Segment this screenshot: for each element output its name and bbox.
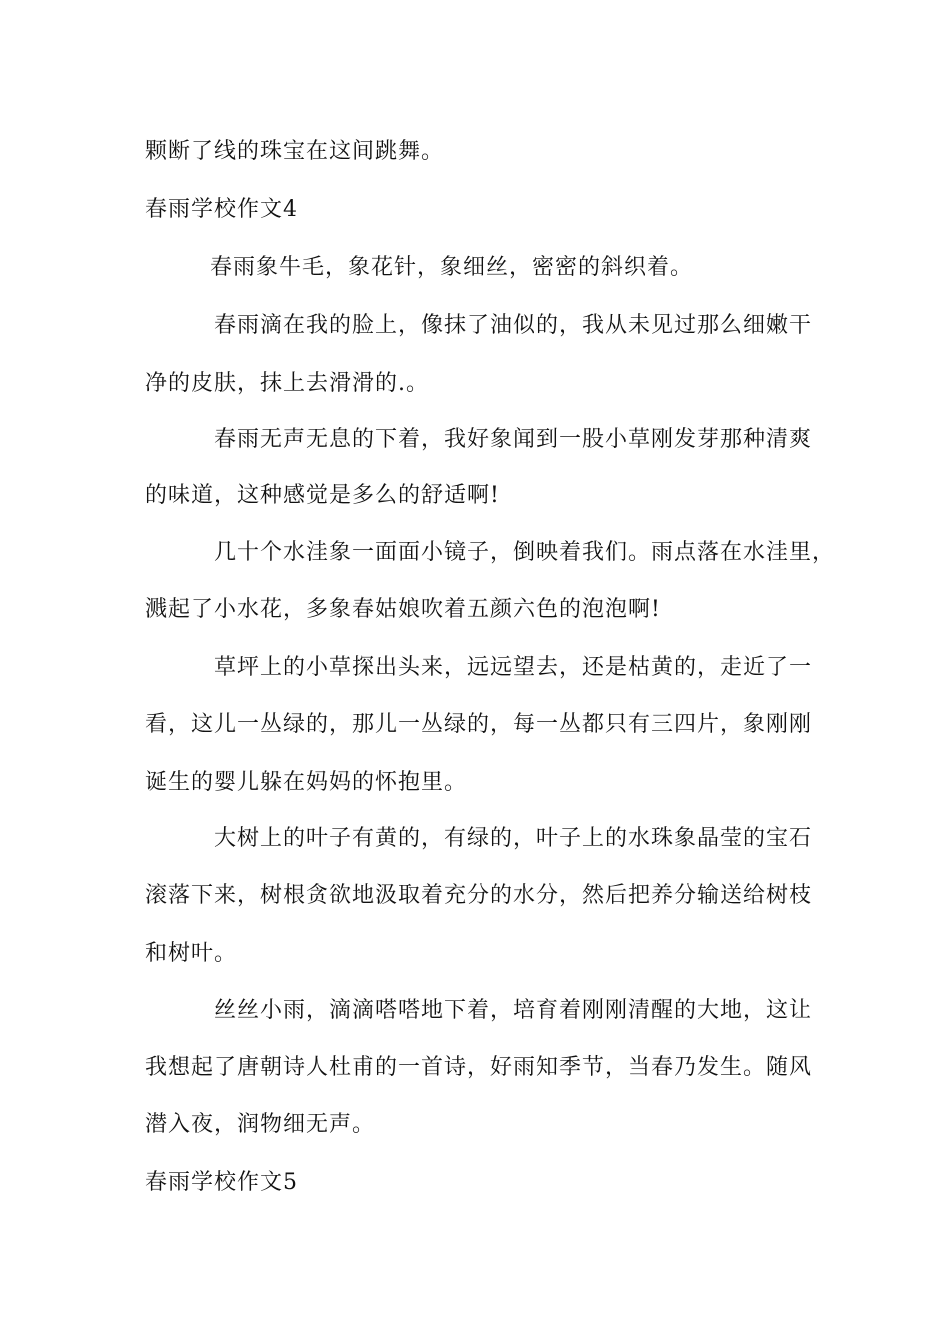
paragraph-line: 春雨象牛毛，象花针，象细丝，密密的斜织着。 [210,255,694,280]
paragraph-line: 的味道，这种感觉是多么的舒适啊! [145,483,500,508]
paragraph-line: 和树叶。 [145,941,238,966]
paragraph-line: 丝丝小雨，滴滴嗒嗒地下着，培育着刚刚清醒的大地，这让 [214,998,813,1023]
paragraph-line: 诞生的婴儿躲在妈妈的怀抱里。 [145,770,468,795]
paragraph-line: 春雨滴在我的脸上，像抹了油似的，我从未见过那么细嫩干 [214,313,813,338]
section-heading: 春雨学校作文5 [145,1170,298,1195]
paragraph-line: 净的皮肤，抹上去滑滑的.。 [145,371,429,396]
paragraph-line: 几十个水洼象一面面小镜子，倒映着我们。雨点落在水洼里， [214,540,836,565]
paragraph-line: 溅起了小水花，多象春姑娘吹着五颜六色的泡泡啊! [145,597,661,622]
paragraph-line: 看，这儿一丛绿的，那儿一丛绿的，每一丛都只有三四片，象刚刚 [145,712,813,737]
paragraph-line: 春雨无声无息的下着，我好象闻到一股小草刚发芽那种清爽 [214,427,813,452]
paragraph-line: 草坪上的小草探出头来，远远望去，还是枯黄的，走近了一 [214,655,813,680]
paragraph-line: 我想起了唐朝诗人杜甫的一首诗，好雨知季节，当春乃发生。随风 [145,1055,813,1080]
paragraph-line: 潜入夜，润物细无声。 [145,1112,376,1137]
text-line: 颗断了线的珠宝在这间跳舞。 [145,139,445,164]
paragraph-line: 大树上的叶子有黄的，有绿的，叶子上的水珠象晶莹的宝石 [214,826,813,851]
section-heading: 春雨学校作文4 [145,197,298,222]
paragraph-line: 滚落下来，树根贪欲地汲取着充分的水分，然后把养分输送给树枝 [145,883,813,908]
